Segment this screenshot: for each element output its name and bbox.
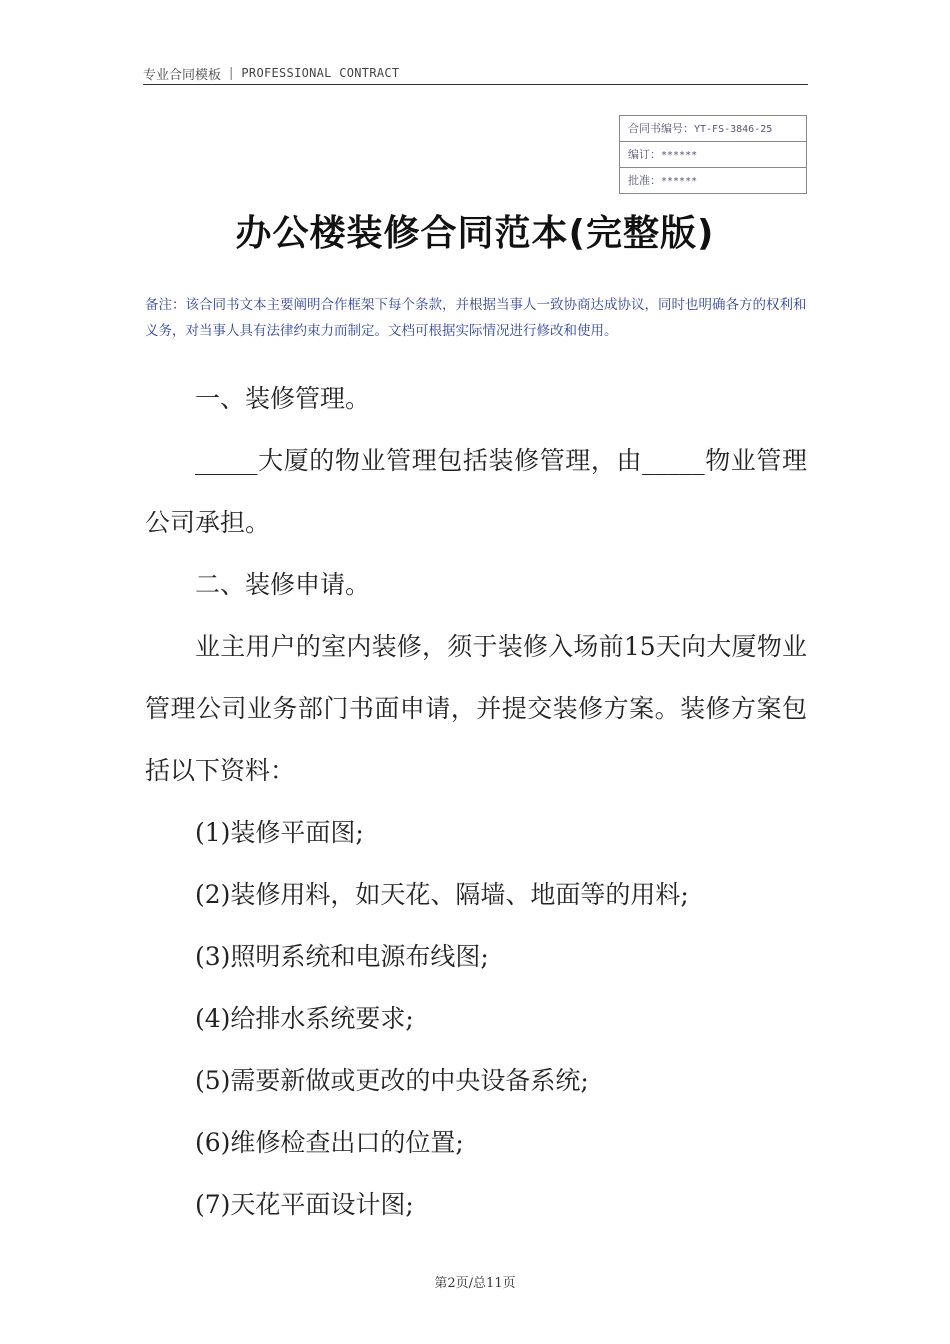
body-paragraph: 一、装修管理。 (195, 384, 371, 413)
edit-value: ****** (661, 150, 698, 161)
body-paragraph: (2)装修用料，如天花、隔墙、地面等的用料; (195, 880, 689, 909)
approve-row (620, 168, 806, 193)
body-paragraph: (6)维修检查出口的位置; (195, 1128, 464, 1157)
contract-number-row (620, 116, 806, 142)
edit-row (620, 142, 806, 168)
document-note: 备注：该合同书文本主要阐明合作框架下每个条款，并根据当事人一致协商达成协议，同时也明确各方的权利和义务，对当事人具有法律约束力而制定。文档可根据实际情况进行修改和使用。 (145, 297, 807, 339)
body-paragraph: 业主用户的室内装修，须于装修入场前15天向大厦物业管理公司业务部门书面申请，并提交装修方案。装修方案包括以下资料： (145, 632, 807, 785)
approve-label: 批准： (628, 174, 661, 187)
header-left-text: 专业合同模板 (143, 67, 222, 83)
body-paragraph: (3)照明系统和电源布线图; (195, 942, 489, 971)
page-number-footer: 第2页/总11页 (434, 1276, 516, 1291)
header-separator: | (229, 65, 234, 81)
header-right-text: PROFESSIONAL CONTRACT (241, 66, 400, 80)
body-paragraph: (1)装修平面图; (195, 818, 364, 847)
contract-info-box (619, 115, 807, 194)
page-header (143, 62, 808, 85)
contract-number-value: YT-FS-3846-25 (694, 124, 773, 135)
document-title: 办公楼装修合同范本(完整版) (235, 213, 715, 254)
body-paragraph: (7)天花平面设计图; (195, 1190, 414, 1219)
body-paragraph: 二、装修申请。 (195, 570, 371, 599)
edit-label: 编订： (628, 148, 661, 161)
contract-number-label: 合同书编号： (628, 122, 694, 135)
body-paragraph: (4)给排水系统要求; (195, 1004, 414, 1033)
body-paragraph: _____大厦的物业管理包括装修管理，由_____物业管理公司承担。 (145, 446, 807, 537)
approve-value: ****** (661, 176, 698, 187)
document-body (145, 368, 807, 1236)
body-paragraph: (5)需要新做或更改的中央设备系统; (195, 1066, 589, 1095)
